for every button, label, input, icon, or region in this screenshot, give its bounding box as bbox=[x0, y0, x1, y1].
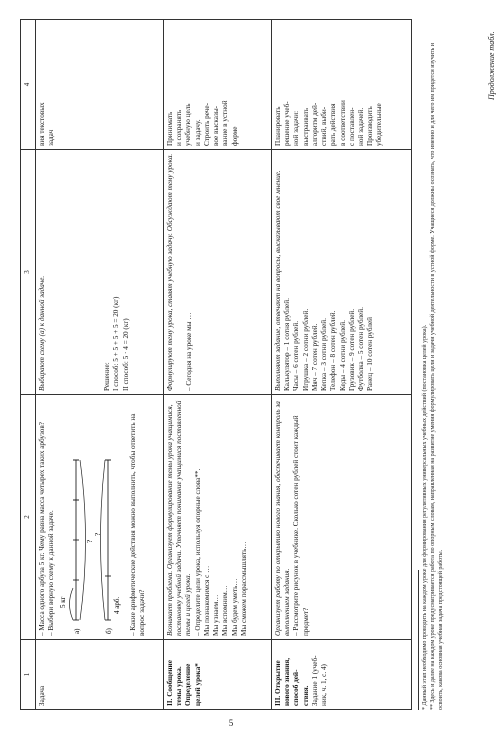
task-question: – Выбери верную схему к данной задаче. bbox=[47, 510, 56, 636]
stage-title-line: ник, ч. 1, с. 4) bbox=[320, 664, 329, 706]
scheme-a-bottom: ? bbox=[86, 539, 95, 543]
lesson-table bbox=[20, 19, 412, 710]
student-intro: Выполняют задание, отвечают на вопросы, высказывают свое мнение. bbox=[274, 170, 282, 391]
teacher-intro: Возникает проблема. Организует формулирование темы урока учащимися, постановку учебной задачи. Уточняет понимание учащимися поставленной темы и целей урока. bbox=[166, 400, 193, 636]
stage-cell bbox=[36, 640, 164, 710]
student-cell bbox=[272, 150, 412, 395]
price-item: Кеды – 4 сотни рублей. bbox=[338, 320, 347, 391]
uud-line: с поставлен- bbox=[347, 107, 356, 146]
task-followup: – Какие арифметические действия можно выполнить, чтобы ответить на вопрос задачи? bbox=[128, 413, 146, 636]
footnotes bbox=[418, 20, 445, 710]
teacher-cell bbox=[272, 395, 412, 640]
solution-method-1: I способ: 5 + 5 + 5 + 5 = 20 (кг) bbox=[112, 296, 121, 391]
teacher-line: – Рассмотрите рисунок в учебнике. Сколько сотен рублей стоит каждый предмет? bbox=[292, 415, 310, 636]
price-item: Футболка – 5 сотен рублей. bbox=[356, 307, 365, 391]
header-row bbox=[21, 20, 36, 710]
uud-line: ной задачи: bbox=[292, 110, 301, 146]
scheme-a-label: а) bbox=[73, 628, 82, 634]
uud-line: Строить рече- bbox=[202, 103, 211, 146]
footnote-2: ** Здесь и далее на каждом уроке предусматривается работа по опорным словам, направленная на развитие умения формулировать цели и задачи учебной деятельности в устной форме. Учащиеся должны осознать, что именно и для чего им придется изучить и освоить, какова основная учебная задача предстоящей работы. bbox=[429, 42, 444, 710]
scheme-a-top: 5 кг bbox=[59, 596, 68, 608]
uud-line: в соответствии bbox=[338, 100, 347, 146]
price-item: Грузовик – 9 сотен рублей. bbox=[347, 308, 356, 391]
price-item: Калькулятор – 1 сотня рублей. bbox=[283, 298, 292, 391]
teacher-line: – Определите цели урока, используя опорные слова**. bbox=[193, 468, 202, 636]
uud-line: ной задачей. bbox=[356, 107, 365, 146]
uud-line: учебную цель bbox=[184, 103, 193, 146]
uud-line: рать действия bbox=[329, 103, 338, 146]
student-line: – Сегодня на уроке мы … bbox=[185, 312, 194, 391]
student-cell bbox=[36, 150, 164, 395]
price-item: Мяч – 7 сотен рублей. bbox=[310, 323, 319, 391]
teacher-line: Мы сможем порассмышлять… bbox=[239, 541, 248, 636]
uud-line: выстраивать bbox=[301, 108, 310, 146]
teacher-cell bbox=[36, 395, 164, 640]
student-cell bbox=[164, 150, 272, 395]
stage-title-line: ствия. bbox=[301, 685, 310, 706]
scheme-diagram bbox=[59, 406, 121, 636]
uud-line: вия текстовых bbox=[38, 102, 46, 146]
col-number-3: 3 bbox=[21, 150, 36, 395]
solution-label: Решение: bbox=[103, 362, 112, 391]
continuation-label: Продолжение табл. bbox=[487, 31, 496, 100]
uud-line: вание в устной bbox=[221, 100, 230, 146]
student-intro: Формулируют тему урока, ставят учебную задачу. Обсуждают тему урока. bbox=[166, 153, 174, 391]
page-number: 5 bbox=[228, 717, 234, 728]
price-item: Кепка – 3 сотни рублей. bbox=[320, 318, 329, 391]
stage-title-line: нового знания, bbox=[283, 657, 292, 706]
footnote-divider bbox=[418, 570, 419, 710]
uud-cell bbox=[36, 20, 164, 150]
footnote-1: * Данный этап необходимо проводить на каждом уроке для формирования регулятивных универсальных учебных действий (постановка целей урока). bbox=[422, 324, 428, 710]
scheme-b-top: ? bbox=[94, 532, 103, 536]
col-number-1: 1 bbox=[21, 640, 36, 710]
stage-title-line: темы урока. bbox=[175, 666, 184, 706]
stage-title-line: III. Открытие bbox=[274, 660, 282, 706]
solution-method-2: II способ: 5 · 4 = 20 (кг) bbox=[121, 318, 130, 391]
uud-line: Производить bbox=[366, 106, 375, 146]
uud-line: решение учеб- bbox=[283, 101, 292, 146]
uud-cell bbox=[272, 20, 412, 150]
teacher-cell bbox=[164, 395, 272, 640]
student-action: Выбирают схему (а) к данной задаче. bbox=[38, 275, 46, 391]
uud-cell bbox=[164, 20, 272, 150]
uud-line: и сохранять bbox=[175, 109, 184, 146]
task-text: – Масса одного арбуза 5 кг. Чему равна масса четырех таких арбузов? bbox=[38, 422, 46, 636]
price-item: Телефон – 8 сотен рублей. bbox=[329, 310, 338, 391]
stage-cell bbox=[272, 640, 412, 710]
scheme-b-label: б) bbox=[105, 628, 114, 634]
price-item: Игрушка – 2 сотни рублей. bbox=[301, 308, 310, 391]
teacher-line: Мы будем уметь… bbox=[230, 578, 239, 636]
price-item: Ранец – 10 сотен рублей bbox=[366, 316, 375, 391]
stage-cell bbox=[164, 640, 272, 710]
stage-title-line: способ дей- bbox=[292, 669, 301, 706]
stage-title-line: II. Сообщение bbox=[166, 660, 174, 706]
price-item: Часы – 6 сотен рублей. bbox=[292, 320, 301, 391]
teacher-line: Мы узнаем… bbox=[212, 594, 221, 636]
teacher-line: Мы вспомним… bbox=[221, 585, 230, 636]
uud-line: Планировать bbox=[274, 106, 282, 146]
uud-line: алгоритм дей- bbox=[310, 102, 319, 146]
scheme-b-mid: 4 арб. bbox=[113, 596, 122, 614]
uud-line: задач bbox=[47, 129, 56, 146]
uud-line: ствий, выби- bbox=[320, 106, 329, 146]
table-row bbox=[36, 20, 164, 710]
teacher-line: Мы познакомимся с … bbox=[202, 565, 211, 636]
stage-title: Задача bbox=[38, 685, 46, 706]
stage-title-line: целей урока* bbox=[193, 663, 202, 706]
uud-line: вое высказы- bbox=[212, 105, 221, 146]
stage-title-line: Задание 1 (учеб- bbox=[310, 655, 319, 706]
col-number-2: 2 bbox=[21, 395, 36, 640]
uud-line: убедительные bbox=[375, 103, 384, 146]
table-row bbox=[272, 20, 412, 710]
teacher-intro: Организует работу по открытию нового знания, обеспечивает контроль за выполнением задания. bbox=[274, 401, 292, 636]
col-number-4: 4 bbox=[21, 20, 36, 150]
uud-line: Принимать bbox=[166, 111, 174, 146]
uud-line: и задачу. bbox=[193, 119, 202, 146]
uud-line: форме bbox=[230, 126, 239, 146]
stage-title-line: Определение bbox=[184, 663, 193, 706]
table-row bbox=[164, 20, 272, 710]
